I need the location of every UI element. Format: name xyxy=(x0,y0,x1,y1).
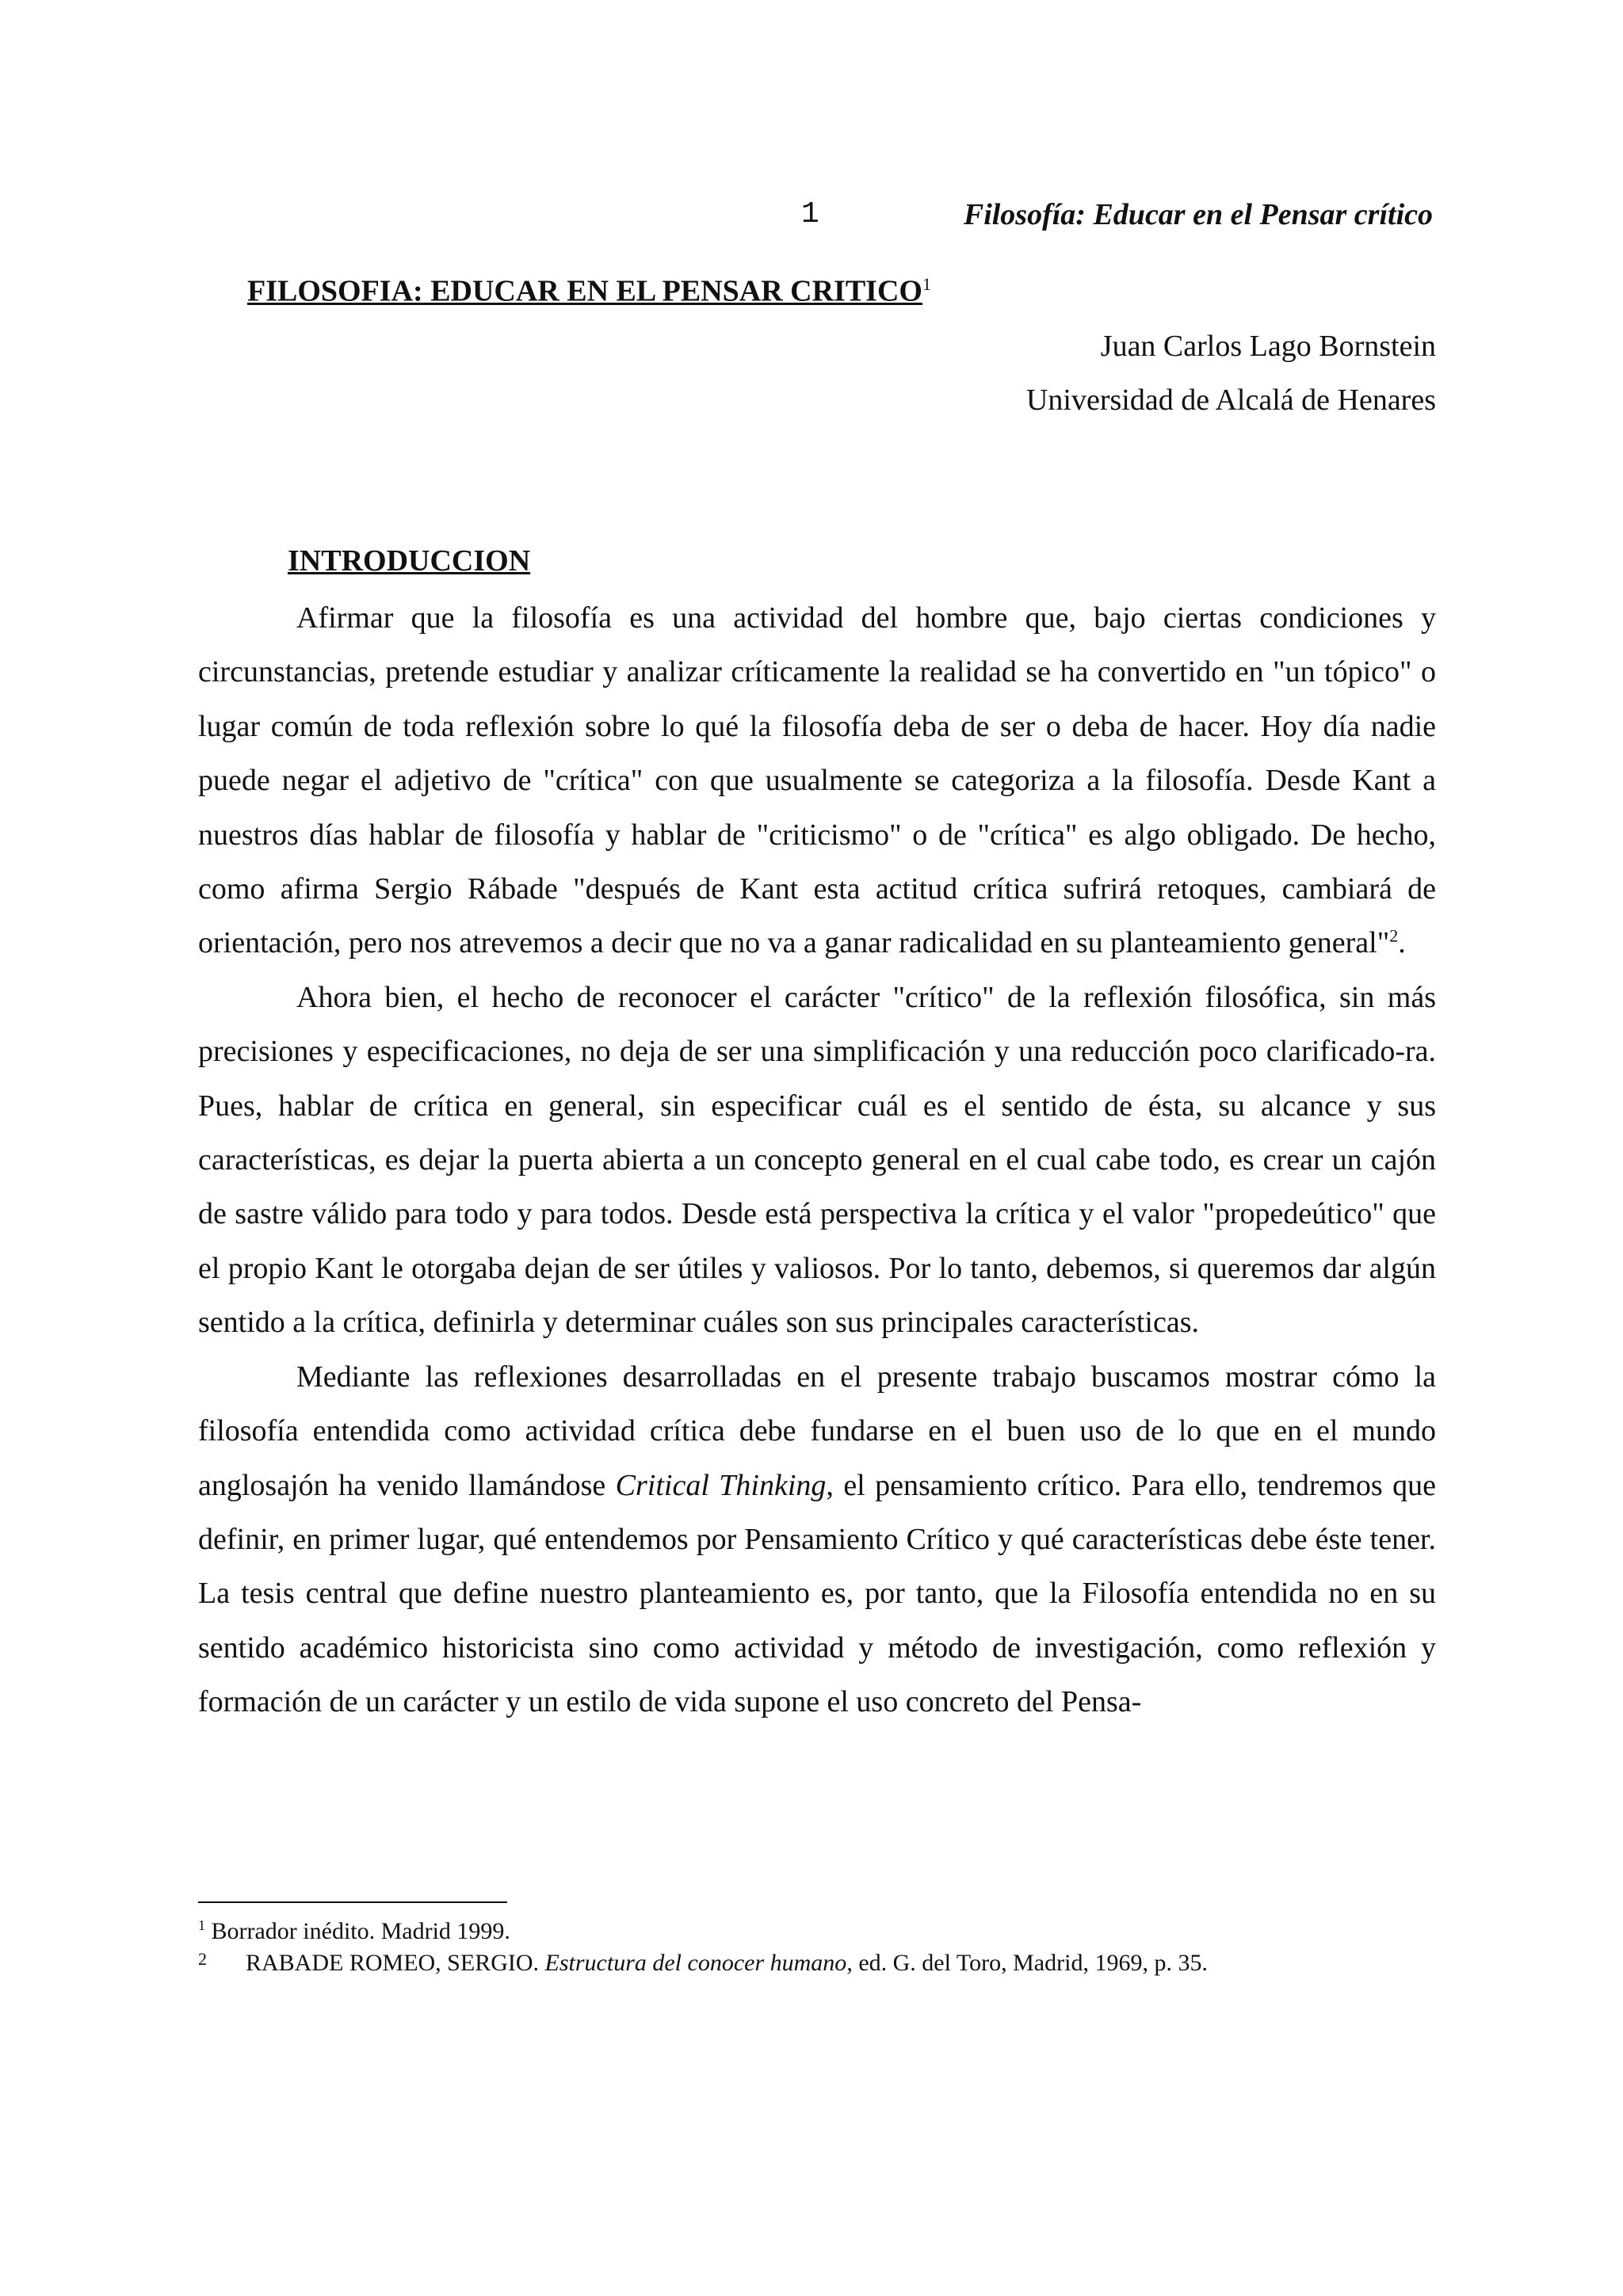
paragraph-3 xyxy=(198,1350,1436,1730)
paragraph-1-end: . xyxy=(1398,926,1406,960)
footnote-2-title: Estructura del conocer humano xyxy=(544,1950,847,1976)
paragraph-1-footnote-ref: 2 xyxy=(1389,925,1399,946)
footnote-2-author: RABADE ROMEO, SERGIO. xyxy=(246,1950,545,1976)
paragraph-1-text: Afirmar que la filosofía es una actividad del hombre que, bajo ciertas condiciones y circunstancias, pretende estudiar y analizar críticamente la realidad se ha convertido en "un tópico" o lugar común de toda reflexión sobre lo qué la filosofía deba de ser o deba de hacer. Hoy día nadie puede negar el adjetivo de "crítica" con que usualmente se categoriza a la filosofía. Desde Kant a nuestros días hablar de filosofía y hablar de "criticismo" o de "crítica" es algo obligado. De hecho, como afirma Sergio Rábade "después de Kant esta actitud crítica sufrirá retoques, cambiará de orientación, pero nos atrevemos a decir que no va a ganar radicalidad en su planteamiento general" xyxy=(198,601,1436,960)
paragraph-3-italic-term: Critical Thinking xyxy=(615,1468,827,1502)
running-head: Filosofía: Educar en el Pensar crítico xyxy=(963,198,1433,231)
section-heading: INTRODUCCION xyxy=(288,544,531,578)
footnotes xyxy=(198,1909,1466,1979)
paragraph-3-after: , el pensamiento crítico. Para ello, tendremos que definir, en primer lugar, qué entendemos por Pensamiento Crítico y qué características debe éste tener. La tesis central que define nuestro planteamiento es, por tanto, que la Filosofía entendida no en su sentido académico historicista sino como actividad y método de investigación, como reflexión y formación de un carácter y un estilo de vida supone el uso concreto del Pensa- xyxy=(198,1468,1436,1719)
author-affiliation: Universidad de Alcalá de Henares xyxy=(1025,383,1436,417)
document-title xyxy=(247,265,931,311)
page-number: 1 xyxy=(801,197,819,231)
footnote-1 xyxy=(198,1909,1466,1947)
author-block xyxy=(1026,319,1436,427)
footnote-2 xyxy=(198,1947,1466,1979)
paragraph-1 xyxy=(198,591,1436,971)
body-text xyxy=(198,591,1436,1730)
author-name: Juan Carlos Lago Bornstein xyxy=(1100,330,1436,363)
footnote-1-text: Borrador inédito. Madrid 1999. xyxy=(211,1918,510,1944)
footnote-separator xyxy=(198,1901,507,1903)
paragraph-2: Ahora bien, el hecho de reconocer el carácter "crítico" de la reflexión filosófica, sin más precisiones y especificaciones, no deja de ser una simplificación y una reducción poco clarificado-ra. Pues, hablar de crítica en general, sin especificar cuál es el sentido de ésta, su alcance y sus características, es dejar la puerta abierta a un concepto general en el cual cabe todo, es crear un cajón de sastre válido para todo y para todos. Desde está perspectiva la crítica y el valor "propedeútico" que el propio Kant le otorgaba dejan de ser útiles y valiosos. Por lo tanto, debemos, si queremos dar algún sentido a la crítica, definirla y determinar cuáles son sus principales características. xyxy=(198,980,1436,1340)
page-header xyxy=(0,195,1623,235)
paragraph-3-before: Mediante las reflexiones desarrolladas en el presente trabajo buscamos mostrar cómo la filosofía entendida como actividad crítica debe fundarse en el buen uso de lo que en el mundo anglosajón ha venido llamándose xyxy=(198,1360,1436,1502)
footnote-1-marker: 1 xyxy=(198,1917,205,1933)
document-title-text: FILOSOFIA: EDUCAR EN EL PENSAR CRITICO xyxy=(247,274,922,308)
title-footnote-ref: 1 xyxy=(922,274,931,294)
footnote-2-marker: 2 xyxy=(198,1949,207,1969)
footnote-2-rest: , ed. G. del Toro, Madrid, 1969, p. 35. xyxy=(846,1950,1208,1976)
